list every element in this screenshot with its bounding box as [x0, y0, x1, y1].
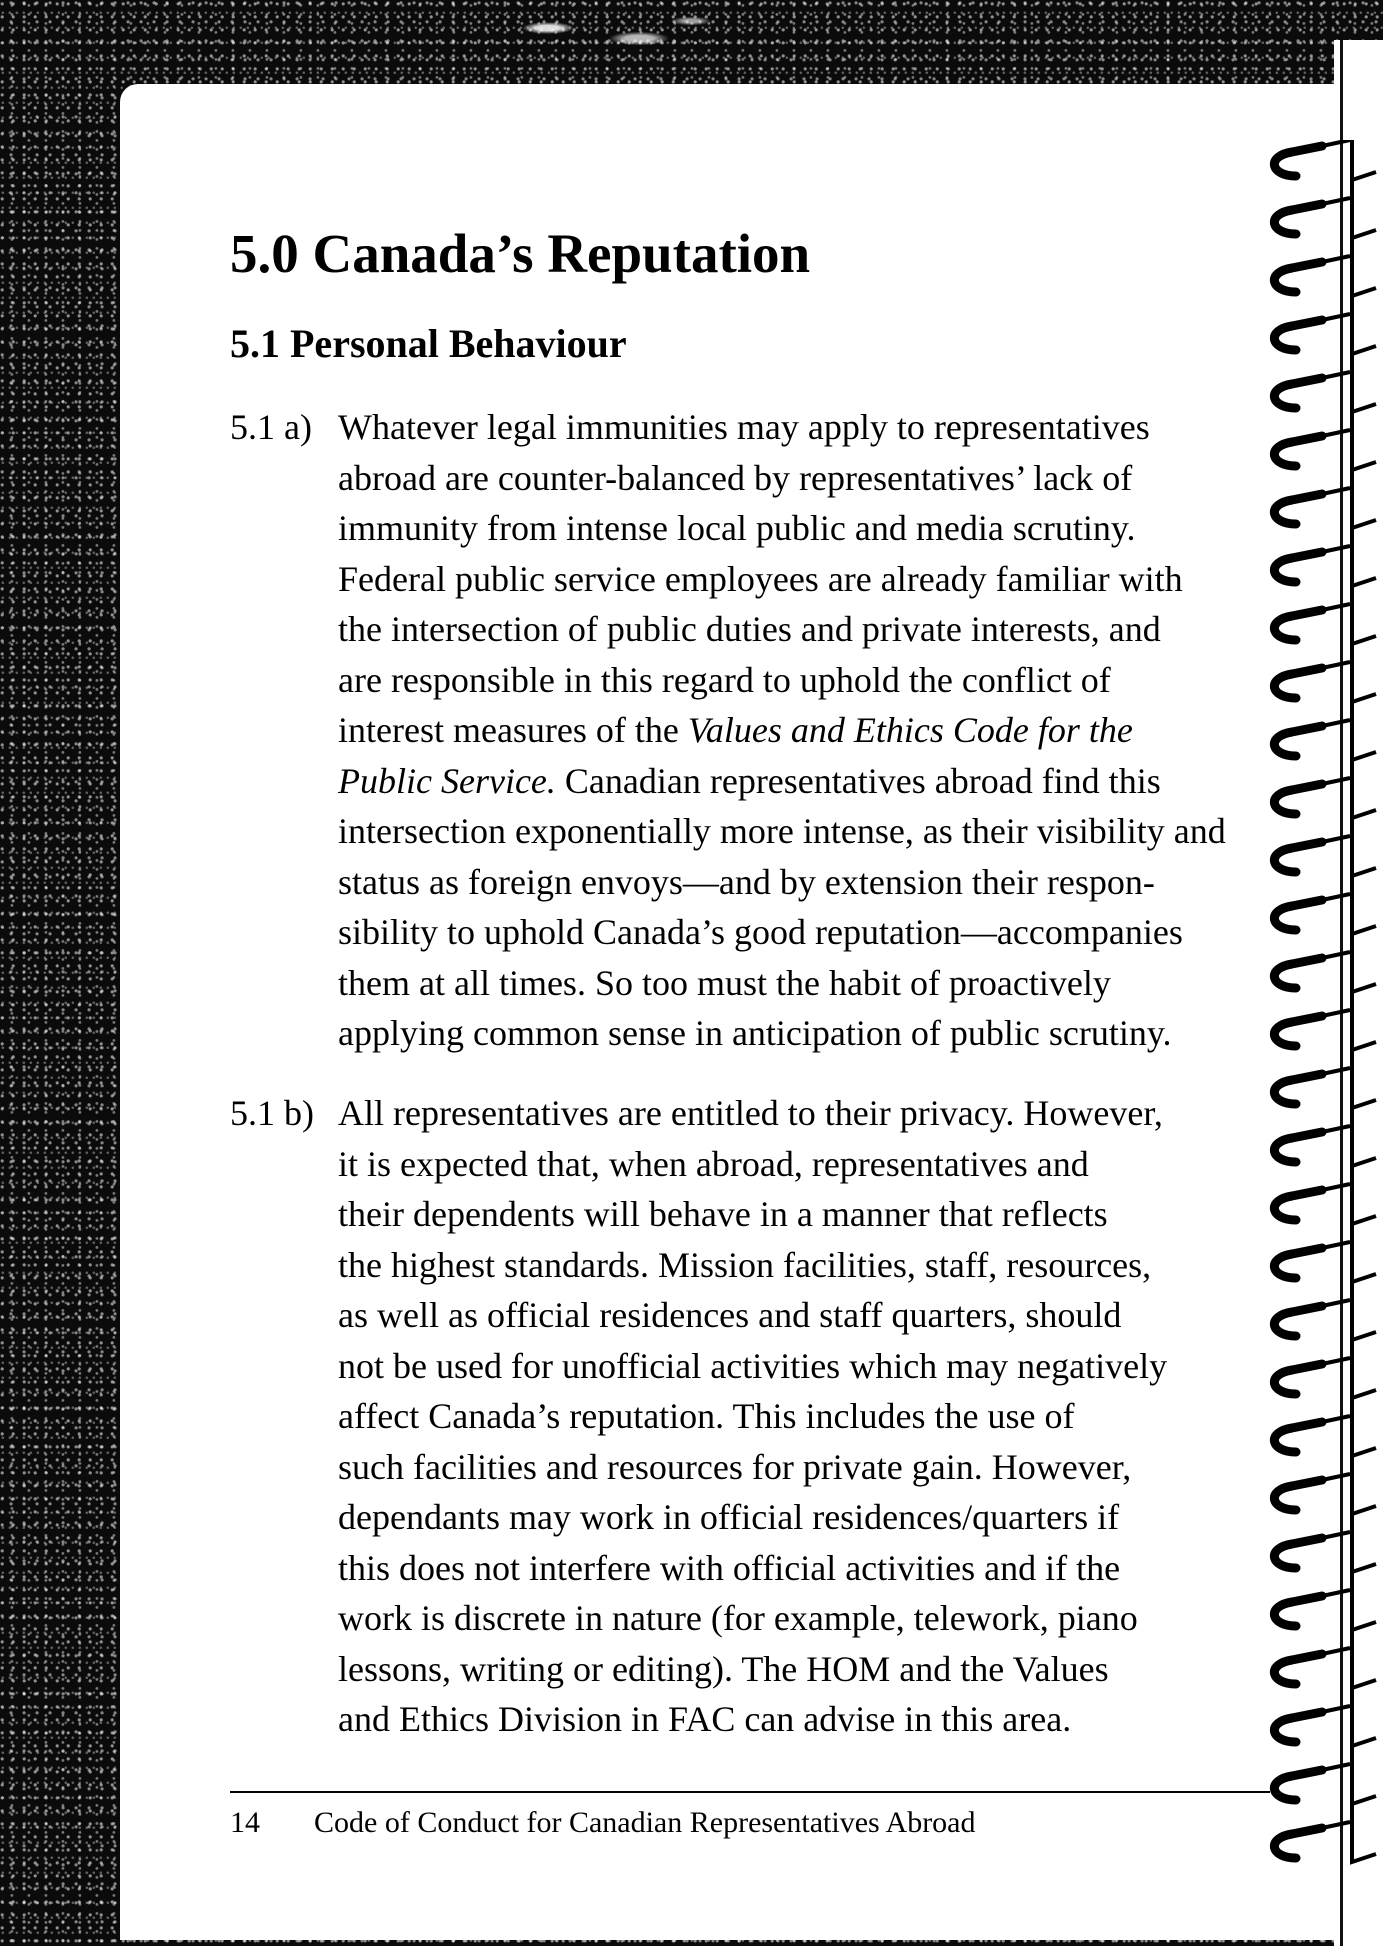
spiral-loop — [1274, 526, 1376, 586]
paragraph-line: applying common sense in anticipation of public scrutiny. — [338, 1013, 1172, 1053]
spiral-loop — [1274, 1802, 1376, 1862]
spiral-loop — [1274, 758, 1376, 818]
spiral-loop — [1274, 410, 1376, 470]
subsection-title: 5.1 Personal Behaviour — [230, 321, 627, 366]
paragraph-number: 5.1 b) — [230, 1093, 314, 1133]
page-footer — [230, 1806, 976, 1840]
paragraph-line: immunity from intense local public and media scrutiny. — [338, 508, 1136, 548]
code-citation: Values and Ethics Code for the — [687, 710, 1133, 750]
spiral-loop — [1274, 584, 1376, 644]
spiral-loop — [1274, 1164, 1376, 1224]
paragraph-line: Federal public service employees are already familiar with — [338, 558, 1183, 599]
spiral-loop — [1274, 1222, 1376, 1282]
spiral-loop — [1274, 990, 1376, 1050]
spiral-binding — [1262, 140, 1382, 1940]
paragraph-line: All representatives are entitled to their privacy. However, — [338, 1093, 1163, 1133]
spiral-loop — [1274, 1744, 1376, 1804]
spiral-loop — [1274, 236, 1376, 296]
code-citation: Public Service. — [338, 760, 556, 801]
spiral-loop — [1274, 932, 1376, 992]
paragraph-line-with-citation — [230, 756, 1265, 807]
paragraph-line: are responsible in this regard to uphold the conflict of — [338, 659, 1111, 700]
paragraph-line: lessons, writing or editing). The HOM and the Values — [338, 1648, 1109, 1689]
spiral-loop — [1274, 1106, 1376, 1166]
footer-rule — [230, 1791, 1270, 1793]
spiral-loop — [1274, 1454, 1376, 1514]
binder-cover-texture — [470, 0, 730, 70]
spiral-loop — [1274, 1338, 1376, 1398]
paragraph-line: the intersection of public duties and private interests, and — [338, 609, 1161, 649]
spiral-loop — [1274, 352, 1376, 412]
paragraph-line: status as foreign envoys—and by extension their respon- — [338, 861, 1155, 902]
paragraph-line: abroad are counter-balanced by representatives’ lack of — [338, 457, 1133, 498]
spiral-loop — [1274, 874, 1376, 934]
spiral-loop — [1274, 1686, 1376, 1746]
spiral-loop — [1274, 294, 1376, 354]
spiral-loop — [1274, 1396, 1376, 1456]
paragraph-line: affect Canada’s reputation. This includes the use of — [338, 1396, 1075, 1436]
paragraph-line: Whatever legal immunities may apply to representatives — [338, 407, 1150, 447]
paragraph-line: work is discrete in nature (for example, telework, piano — [338, 1598, 1138, 1638]
paragraph-line: not be used for unofficial activities which may negatively — [338, 1345, 1168, 1386]
page-number: 14 — [230, 1806, 260, 1839]
line-text: interest measures of the — [338, 710, 688, 750]
paragraph-line: as well as official residences and staff quarters, should — [338, 1295, 1122, 1335]
paragraph-line: them at all times. So too must the habit of proactively — [338, 962, 1111, 1003]
section-title: 5.0 Canada’s Reputation — [230, 223, 811, 284]
spiral-loop — [1274, 178, 1376, 238]
paragraph-line: this does not interfere with official activities and if the — [338, 1547, 1121, 1588]
spiral-loop — [1274, 1048, 1376, 1108]
spiral-loop — [1274, 816, 1376, 876]
paragraph-5-1-b — [230, 1088, 1265, 1745]
paragraph-line-with-citation — [230, 705, 1265, 756]
line-text: Canadian representatives abroad find this — [564, 760, 1161, 801]
paragraph-line: sibility to uphold Canada’s good reputation—accompanies — [338, 912, 1183, 952]
paragraph-line: their dependents will behave in a manner that reflects — [338, 1194, 1108, 1234]
spiral-loop — [1274, 1280, 1376, 1340]
paragraph-5-1-a — [230, 402, 1265, 1059]
spiral-loop — [1274, 1570, 1376, 1630]
spiral-loop — [1274, 700, 1376, 760]
paragraph-number: 5.1 a) — [230, 407, 312, 447]
paragraph-line: the highest standards. Mission facilities, staff, resources, — [338, 1244, 1152, 1285]
spiral-loop — [1274, 642, 1376, 702]
paragraph-line: it is expected that, when abroad, representatives and — [338, 1143, 1089, 1184]
paragraph-line: dependants may work in official residences/quarters if — [338, 1497, 1120, 1537]
paragraph-line: such facilities and resources for private gain. However, — [338, 1446, 1132, 1487]
spiral-loop — [1274, 140, 1376, 180]
spiral-loop — [1274, 468, 1376, 528]
publication-title: Code of Conduct for Canadian Representatives Abroad — [314, 1806, 976, 1839]
paragraph-line: and Ethics Division in FAC can advise in this area. — [338, 1699, 1072, 1739]
spiral-loop — [1274, 1512, 1376, 1572]
paragraph-line: intersection exponentially more intense, as their visibility and — [338, 811, 1226, 851]
spiral-loop — [1274, 1628, 1376, 1688]
